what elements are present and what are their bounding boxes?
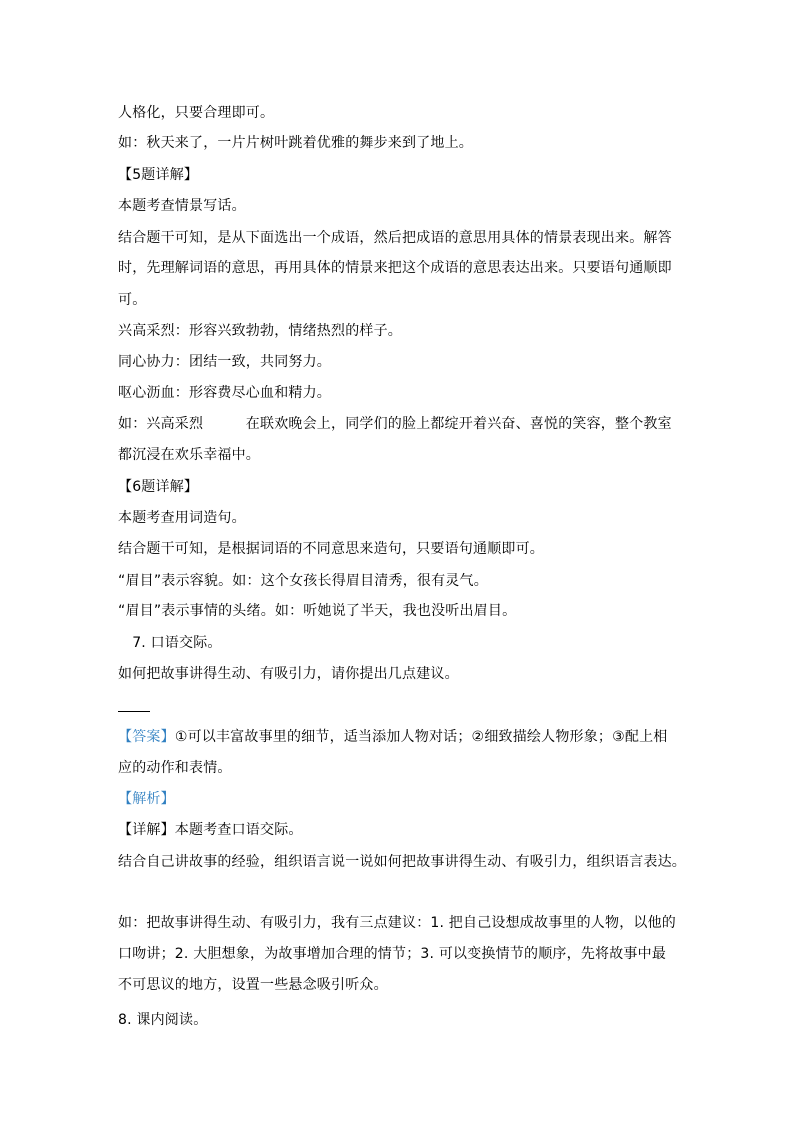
text-line: 如：兴高采烈 在联欢晚会上，同学们的脸上都绽开着兴奋、喜悦的笑容，整个教室 (118, 416, 672, 432)
text-line: 结合自己讲故事的经验，组织语言说一说如何把故事讲得生动、有吸引力，组织语言表达。 (118, 854, 686, 870)
question-7-title: 7. 口语交际。 (118, 635, 222, 651)
answer-text: ①可以丰富故事里的细节，适当添加人物对话；②细致描绘人物形象；③配上相 (174, 729, 668, 745)
text-line: 口吻讲；2. 大胆想象，为故事增加合理的情节；3. 可以变换情节的顺序，先将故事中最 (118, 946, 667, 962)
text-line: “眉目”表示事情的头绪。如：听她说了半天，我也没听出眉目。 (118, 603, 517, 619)
answer-blank-line (118, 711, 150, 712)
idiom-definition: 呕心沥血：形容费尽心血和精力。 (118, 385, 331, 401)
text-line: 如：把故事讲得生动、有吸引力，我有三点建议：1. 把自己设想成故事里的人物，以他的 (118, 915, 677, 931)
answer-continuation: 应的动作和表情。 (118, 760, 232, 776)
text-line: 本题考查用词造句。 (118, 510, 246, 526)
answer-tag: 【答案】 (118, 729, 175, 745)
text-line: 如：秋天来了，一片片树叶跳着优雅的舞步来到了地上。 (118, 135, 473, 151)
text-line: 人格化，只要合理即可。 (118, 105, 275, 121)
question-7-prompt: 如何把故事讲得生动、有吸引力，请你提出几点建议。 (118, 666, 459, 682)
text-line: 可。 (118, 292, 147, 308)
section-heading-q5: 【5题详解】 (118, 167, 199, 183)
text-line: 本题考查情景写话。 (118, 198, 246, 214)
text-line: 不可思议的地方，设置一些悬念吸引听众。 (118, 977, 388, 993)
text-line: 结合题干可知，是从下面选出一个成语，然后把成语的意思用具体的情景表现出来。解答 (118, 230, 672, 246)
text-line: 都沉浸在欢乐幸福中。 (118, 447, 260, 463)
idiom-definition: 同心协力：团结一致，共同努力。 (118, 354, 331, 370)
section-heading-q6: 【6题详解】 (118, 479, 199, 495)
question-8-title: 8. 课内阅读。 (118, 1012, 208, 1028)
analysis-tag: 【解析】 (118, 791, 175, 807)
text-line: 结合题干可知，是根据词语的不同意思来造句，只要语句通顺即可。 (118, 541, 544, 557)
text-line: “眉目”表示容貌。如：这个女孩长得眉目清秀，很有灵气。 (118, 573, 488, 589)
answer-line (118, 728, 667, 746)
detail-line: 【详解】本题考查口语交际。 (118, 822, 303, 838)
idiom-definition: 兴高采烈：形容兴致勃勃，情绪热烈的样子。 (118, 323, 402, 339)
text-line: 时，先理解词语的意思，再用具体的情景来把这个成语的意思表达出来。只要语句通顺即 (118, 260, 672, 276)
